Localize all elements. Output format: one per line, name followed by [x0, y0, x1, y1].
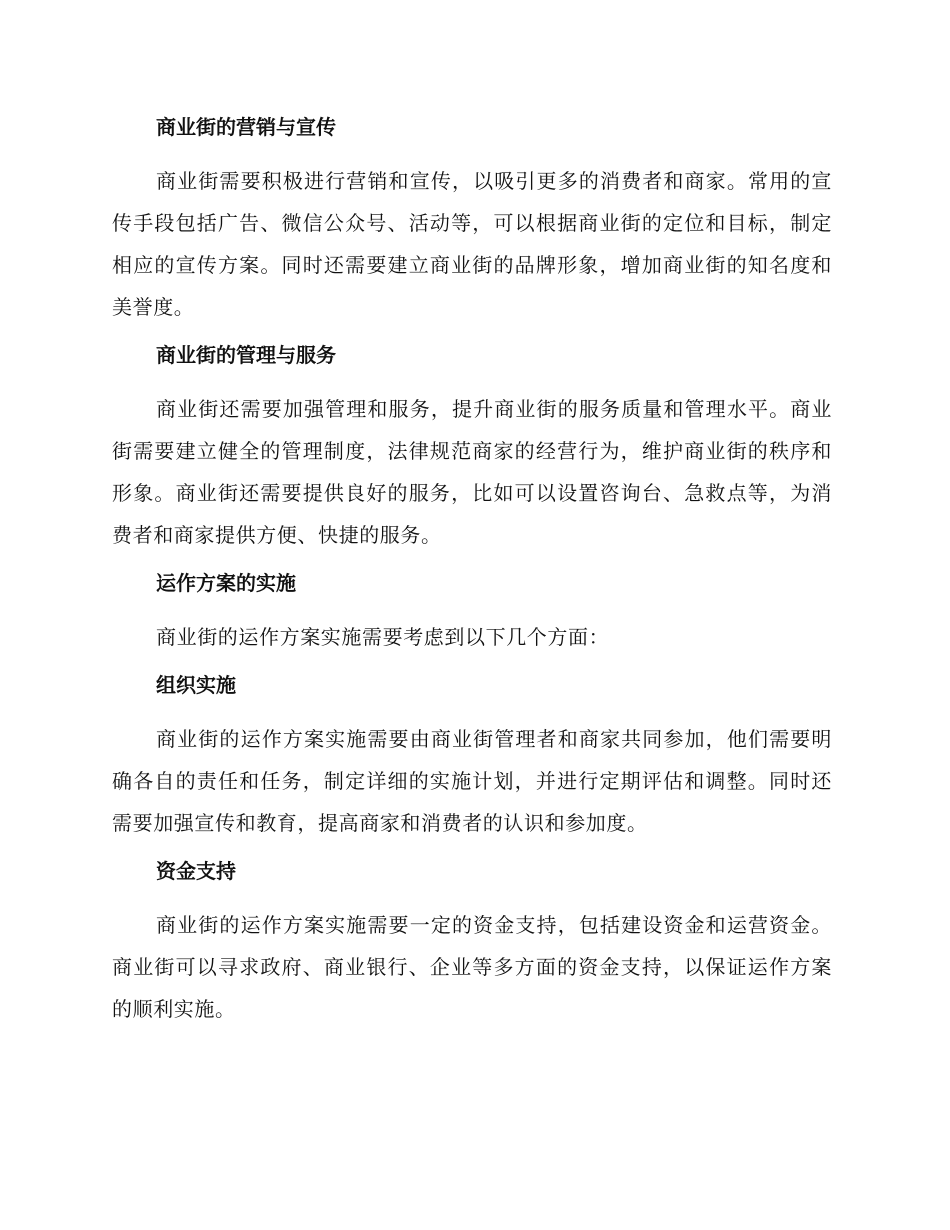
section-paragraph-organization: 商业街的运作方案实施需要由商业街管理者和商家共同参加，他们需要明确各自的责任和任务，制定详细的实施计划，并进行定期评估和调整。同时还需要加强宣传和教育，提高商家和消费者的认识和参加度。	[112, 727, 832, 835]
document-body	[112, 108, 832, 1038]
section-heading-management: 商业街的管理与服务	[156, 343, 336, 367]
section-heading-funding: 资金支持	[156, 859, 236, 883]
section-paragraph-funding: 商业街的运作方案实施需要一定的资金支持，包括建设资金和运营资金。商业街可以寻求政府、商业银行、企业等多方面的资金支持，以保证运作方案的顺利实施。	[112, 913, 832, 1021]
section-paragraph-implementation: 商业街的运作方案实施需要考虑到以下几个方面：	[156, 625, 610, 649]
section-heading-implementation: 运作方案的实施	[156, 571, 296, 595]
section-heading-marketing: 商业街的营销与宣传	[156, 115, 336, 139]
section-paragraph-management: 商业街还需要加强管理和服务，提升商业街的服务质量和管理水平。商业街需要建立健全的管理制度，法律规范商家的经营行为，维护商业街的秩序和形象。商业街还需要提供良好的服务，比如可以设置咨询台、急救点等，为消费者和商家提供方便、快捷的服务。	[112, 397, 832, 547]
section-paragraph-marketing: 商业街需要积极进行营销和宣传，以吸引更多的消费者和商家。常用的宣传手段包括广告、微信公众号、活动等，可以根据商业街的定位和目标，制定相应的宣传方案。同时还需要建立商业街的品牌形象，增加商业街的知名度和美誉度。	[112, 169, 832, 319]
section-heading-organization: 组织实施	[156, 673, 236, 697]
